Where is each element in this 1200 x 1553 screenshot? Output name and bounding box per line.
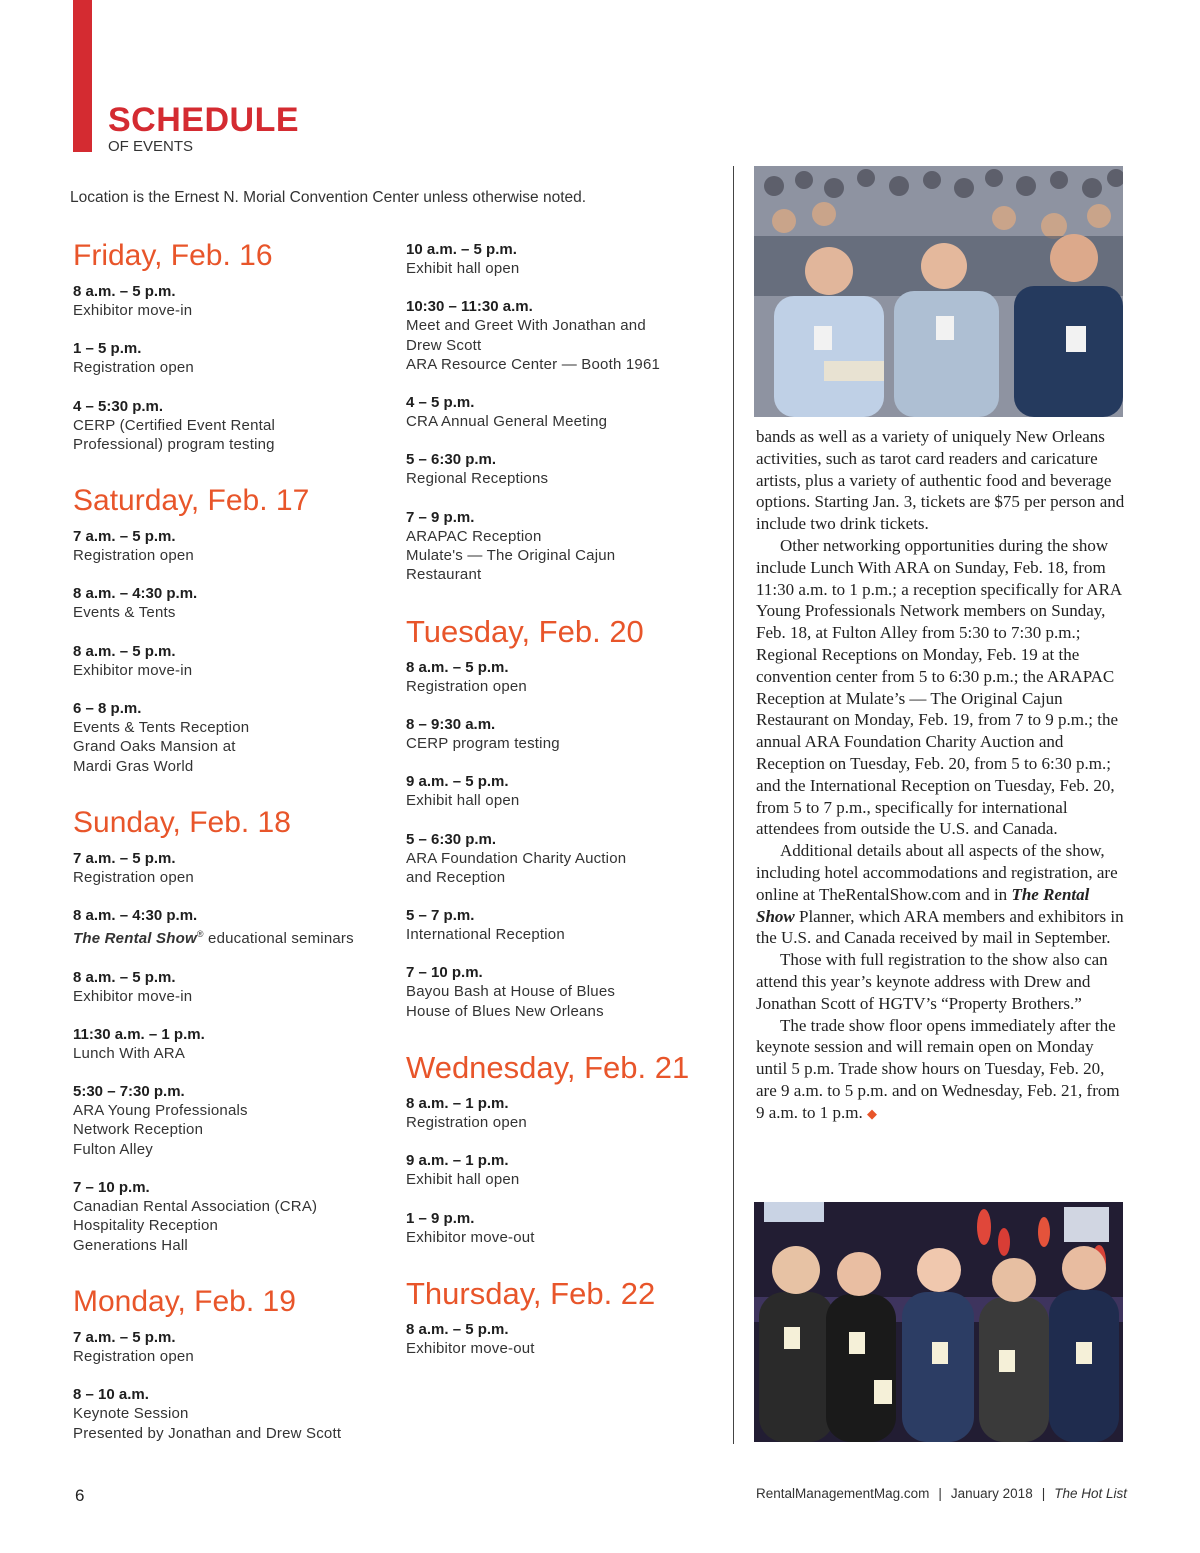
event-desc: Registration open (73, 868, 194, 886)
event-desc: Events & Tents (73, 604, 176, 622)
event-item (73, 1385, 393, 1443)
day-heading: Tuesday, Feb. 20 (406, 613, 644, 649)
event-item (406, 393, 726, 431)
event-desc: CERP (Certified Event Rental (73, 416, 276, 434)
event-desc: Regional Receptions (406, 470, 549, 488)
event-item (406, 508, 726, 585)
article-text: Planner, which ARA members and exhibitors in the U.S. and Canada received by mail in September. (756, 906, 1124, 948)
event-time: 7 a.m. – 5 p.m. (73, 849, 176, 867)
event-time: 7 a.m. – 5 p.m. (73, 528, 176, 546)
event-desc: House of Blues New Orleans (406, 1002, 604, 1020)
event-item (406, 1151, 726, 1189)
event-item (73, 1025, 393, 1063)
event-desc: Grand Oaks Mansion at (73, 738, 236, 756)
schedule-column-middle (406, 240, 726, 1377)
event-desc: The Rental Show® educational seminars (73, 929, 354, 948)
footer-site: RentalManagementMag.com (756, 1486, 930, 1501)
event-desc: ARA Foundation Charity Auction (406, 849, 627, 867)
event-desc: Keynote Session (73, 1405, 189, 1423)
event-time: 1 – 9 p.m. (406, 1209, 475, 1227)
event-time: 10:30 – 11:30 a.m. (406, 298, 533, 316)
event-desc: ARA Young Professionals (73, 1102, 248, 1120)
day-monday (73, 1284, 393, 1443)
event-time: 8 a.m. – 5 p.m. (73, 283, 176, 300)
event-time: 7 – 10 p.m. (73, 1179, 150, 1197)
event-desc: ARAPAC Reception (406, 527, 542, 545)
event-item (73, 584, 393, 622)
article-text: Additional details about all aspects of the show, including hotel accommodations and registration, are online at TheRentalShow.com and in (756, 841, 1118, 904)
event-item (73, 1328, 393, 1366)
event-item (406, 240, 726, 278)
article-paragraph: Other networking opportunities during the show include Lunch With ARA on Sunday, Feb. 18, from 11:30 a.m. to 1 p.m.; a reception specifically for ARA Young Professionals Network members on Sunday, Feb. 18, at Fulton Alley from 5:30 to 7:30 p.m.; Regional Receptions on Monday, Feb. 19 at the convention center from 5 to 6:30 p.m.; the ARAPAC Reception at Mulate’s — The Original Cajun Restaurant on Monday, Feb. 19, from 7 to 9 p.m.; the annual ARA Foundation Charity Auction and Reception on Tuesday, Feb. 20, from 5 to 6:30 p.m.; and the International Reception on Tuesday, Feb. 20, from 5 to 7 p.m., specifically for international attendees from outside the U.S. and Canada. (756, 535, 1122, 839)
publication-title: The Rental Show (756, 884, 1090, 926)
footer-issue: January 2018 (950, 1486, 1033, 1501)
event-time: 5 – 6:30 p.m. (406, 451, 497, 469)
event-time: 10 a.m. – 5 p.m. (406, 241, 517, 258)
event-item (406, 1094, 726, 1132)
event-desc: Bayou Bash at House of Blues (406, 983, 616, 1001)
event-desc: Registration open (73, 1347, 194, 1365)
event-time: 8 a.m. – 5 p.m. (73, 968, 176, 986)
audience-photo (754, 166, 1123, 417)
event-desc: Registration open (73, 547, 194, 565)
day-sunday (73, 805, 393, 1255)
event-time: 6 – 8 p.m. (73, 700, 142, 718)
event-item (406, 297, 726, 374)
event-item (406, 906, 726, 944)
day-heading: Sunday, Feb. 18 (73, 805, 291, 839)
event-item (73, 1082, 393, 1159)
event-time: 9 a.m. – 1 p.m. (406, 1152, 509, 1170)
event-time: 4 – 5:30 p.m. (73, 397, 164, 415)
event-desc: and Reception (406, 868, 506, 886)
event-desc: Restaurant (406, 566, 482, 584)
event-desc: CERP program testing (406, 734, 560, 752)
event-desc: International Reception (406, 926, 565, 944)
event-desc: Exhibitor move-in (73, 661, 193, 679)
article-paragraph (756, 1015, 1128, 1125)
event-desc: ARA Resource Center — Booth 1961 (406, 355, 661, 373)
event-desc: Lunch With ARA (73, 1044, 186, 1062)
event-item (406, 1209, 726, 1247)
event-item (73, 642, 393, 680)
group-photo (754, 1202, 1123, 1442)
event-time: 8 – 9:30 a.m. (406, 715, 496, 733)
event-item (73, 527, 393, 565)
event-time: 8 a.m. – 4:30 p.m. (73, 907, 198, 925)
day-wednesday (406, 1050, 726, 1247)
schedule-column-left (73, 238, 393, 1462)
event-desc: Mulate's — The Original Cajun (406, 547, 616, 565)
event-desc: Exhibit hall open (406, 792, 520, 810)
day-saturday (73, 483, 393, 776)
event-item (73, 699, 393, 776)
event-desc: CRA Annual General Meeting (406, 413, 608, 431)
event-desc: Exhibitor move-in (73, 987, 193, 1005)
day-heading: Monday, Feb. 19 (73, 1284, 296, 1318)
event-desc: Hospitality Reception (73, 1217, 219, 1235)
article-paragraph: Those with full registration to the show also can attend this year’s keynote address with Drew and Jonathan Scott of HGTV’s “Property Brothers.” (756, 950, 1108, 1013)
event-time: 9 a.m. – 5 p.m. (406, 773, 509, 791)
event-desc: Network Reception (73, 1121, 204, 1139)
event-desc: Fulton Alley (73, 1140, 153, 1158)
event-item (73, 397, 393, 455)
event-time: 11:30 a.m. – 1 p.m. (73, 1025, 205, 1043)
event-item (73, 849, 393, 887)
day-friday (73, 238, 393, 454)
page-title: SCHEDULE (108, 101, 300, 139)
article-text: The trade show floor opens immediately after the keynote session and will remain open on Monday until 5 p.m. Trade show hours on Tuesday, Feb. 20, are 9 a.m. to 5 p.m. and on Wednesday, Feb. 21, from 9 a.m. to 1 p.m. (756, 1015, 1120, 1122)
seminar-rest: educational seminars (203, 930, 354, 948)
article-body (756, 426, 1128, 1125)
event-desc: Drew Scott (406, 336, 482, 354)
event-desc: Exhibit hall open (406, 1171, 520, 1189)
page-number: 6 (75, 1486, 85, 1505)
event-desc: Exhibitor move-out (406, 1228, 535, 1246)
event-time: 8 a.m. – 1 p.m. (406, 1095, 509, 1113)
event-time: 8 a.m. – 5 p.m. (406, 1320, 509, 1338)
day-heading: Thursday, Feb. 22 (406, 1275, 656, 1311)
event-desc: Generations Hall (73, 1236, 188, 1254)
event-item (73, 968, 393, 1006)
event-desc: Exhibit hall open (406, 260, 520, 277)
column-divider (733, 166, 734, 1444)
event-time: 7 – 9 p.m. (406, 508, 475, 526)
event-desc: Registration open (406, 1114, 527, 1132)
event-time: 5 – 7 p.m. (406, 907, 475, 925)
event-item (73, 906, 393, 948)
end-mark-icon: ◆ (866, 1105, 877, 1121)
day-heading: Friday, Feb. 16 (73, 239, 273, 272)
day-tuesday (406, 614, 726, 1021)
header-accent-bar (73, 0, 92, 152)
event-item (73, 1178, 393, 1255)
event-item (73, 339, 393, 377)
event-desc: Canadian Rental Association (CRA) (73, 1198, 318, 1216)
article-paragraph (756, 840, 1128, 949)
page-footer (756, 1486, 1127, 1501)
event-desc: Exhibitor move-out (406, 1339, 535, 1357)
event-desc: Exhibitor move-in (73, 302, 193, 319)
day-heading: Wednesday, Feb. 21 (406, 1050, 690, 1086)
event-time: 4 – 5 p.m. (406, 394, 475, 412)
footer-separator: | (938, 1486, 942, 1501)
day-heading: Saturday, Feb. 17 (73, 484, 310, 518)
event-item (73, 282, 393, 320)
event-time: 8 a.m. – 5 p.m. (406, 658, 509, 676)
event-desc: Meet and Greet With Jonathan and (406, 317, 646, 335)
event-time: 1 – 5 p.m. (73, 340, 142, 358)
event-item (406, 830, 726, 888)
day-monday-continued (406, 240, 726, 585)
event-time: 5:30 – 7:30 p.m. (73, 1083, 185, 1101)
footer-section: The Hot List (1054, 1486, 1127, 1501)
event-desc: Professional) program testing (73, 435, 275, 453)
seminar-brand: The Rental Show (73, 930, 197, 948)
event-time: 5 – 6:30 p.m. (406, 830, 497, 848)
event-time: 8 – 10 a.m. (73, 1386, 149, 1404)
event-desc: Mardi Gras World (73, 757, 194, 775)
event-item (406, 450, 726, 488)
footer-separator: | (1041, 1486, 1046, 1501)
event-item (406, 772, 726, 810)
event-item (406, 658, 726, 696)
article-paragraph: bands as well as a variety of uniquely New Orleans activities, such as tarot card readers and caricature artists, plus a variety of authentic food and beverage options. Starting Jan. 3, tickets are $75 per person and include two drink tickets. (756, 427, 1125, 534)
event-item (406, 1320, 726, 1358)
event-item (406, 963, 726, 1021)
event-time: 7 – 10 p.m. (406, 964, 483, 982)
event-desc: Presented by Jonathan and Drew Scott (73, 1424, 342, 1442)
day-thursday (406, 1276, 726, 1358)
page-subtitle: OF EVENTS (108, 138, 194, 155)
event-desc: Registration open (406, 677, 527, 695)
event-desc: Registration open (73, 359, 194, 377)
event-item (406, 715, 726, 753)
location-note: Location is the Ernest N. Morial Convention Center unless otherwise noted. (70, 189, 587, 206)
event-time: 7 a.m. – 5 p.m. (73, 1328, 176, 1346)
event-time: 8 a.m. – 4:30 p.m. (73, 585, 198, 603)
event-time: 8 a.m. – 5 p.m. (73, 642, 176, 660)
event-desc: Events & Tents Reception (73, 719, 250, 737)
